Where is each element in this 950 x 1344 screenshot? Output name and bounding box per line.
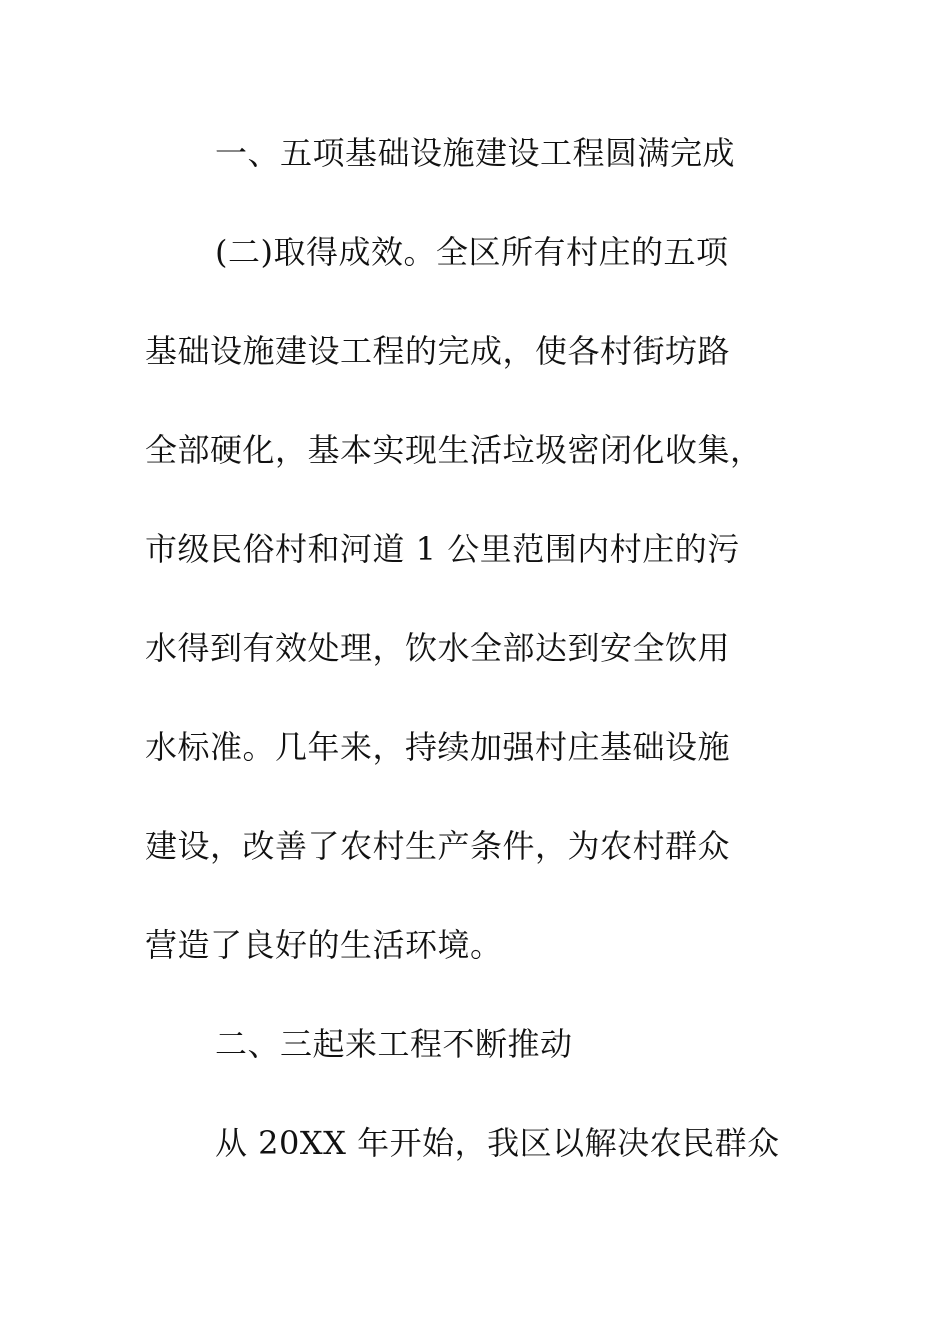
paragraph-line: 建设，改善了农村生产条件，为农村群众 <box>145 827 731 865</box>
paragraph-line: 从 20XX 年开始，我区以解决农民群众 <box>215 1124 780 1162</box>
paragraph-line: 全部硬化，基本实现生活垃圾密闭化收集， <box>145 431 763 469</box>
paragraph-line: 基础设施建设工程的完成，使各村街坊路 <box>145 332 731 370</box>
heading-two: 二、三起来工程不断推动 <box>215 1025 573 1063</box>
paragraph-line: 水得到有效处理，饮水全部达到安全饮用 <box>145 629 731 667</box>
paragraph-line: 水标准。几年来，持续加强村庄基础设施 <box>145 728 731 766</box>
paragraph-line: 营造了良好的生活环境。 <box>145 926 503 964</box>
paragraph-line: 市级民俗村和河道 1 公里范围内村庄的污 <box>145 530 740 568</box>
paragraph-line: (二)取得成效。全区所有村庄的五项 <box>215 233 729 271</box>
heading-one: 一、五项基础设施建设工程圆满完成 <box>215 134 736 172</box>
